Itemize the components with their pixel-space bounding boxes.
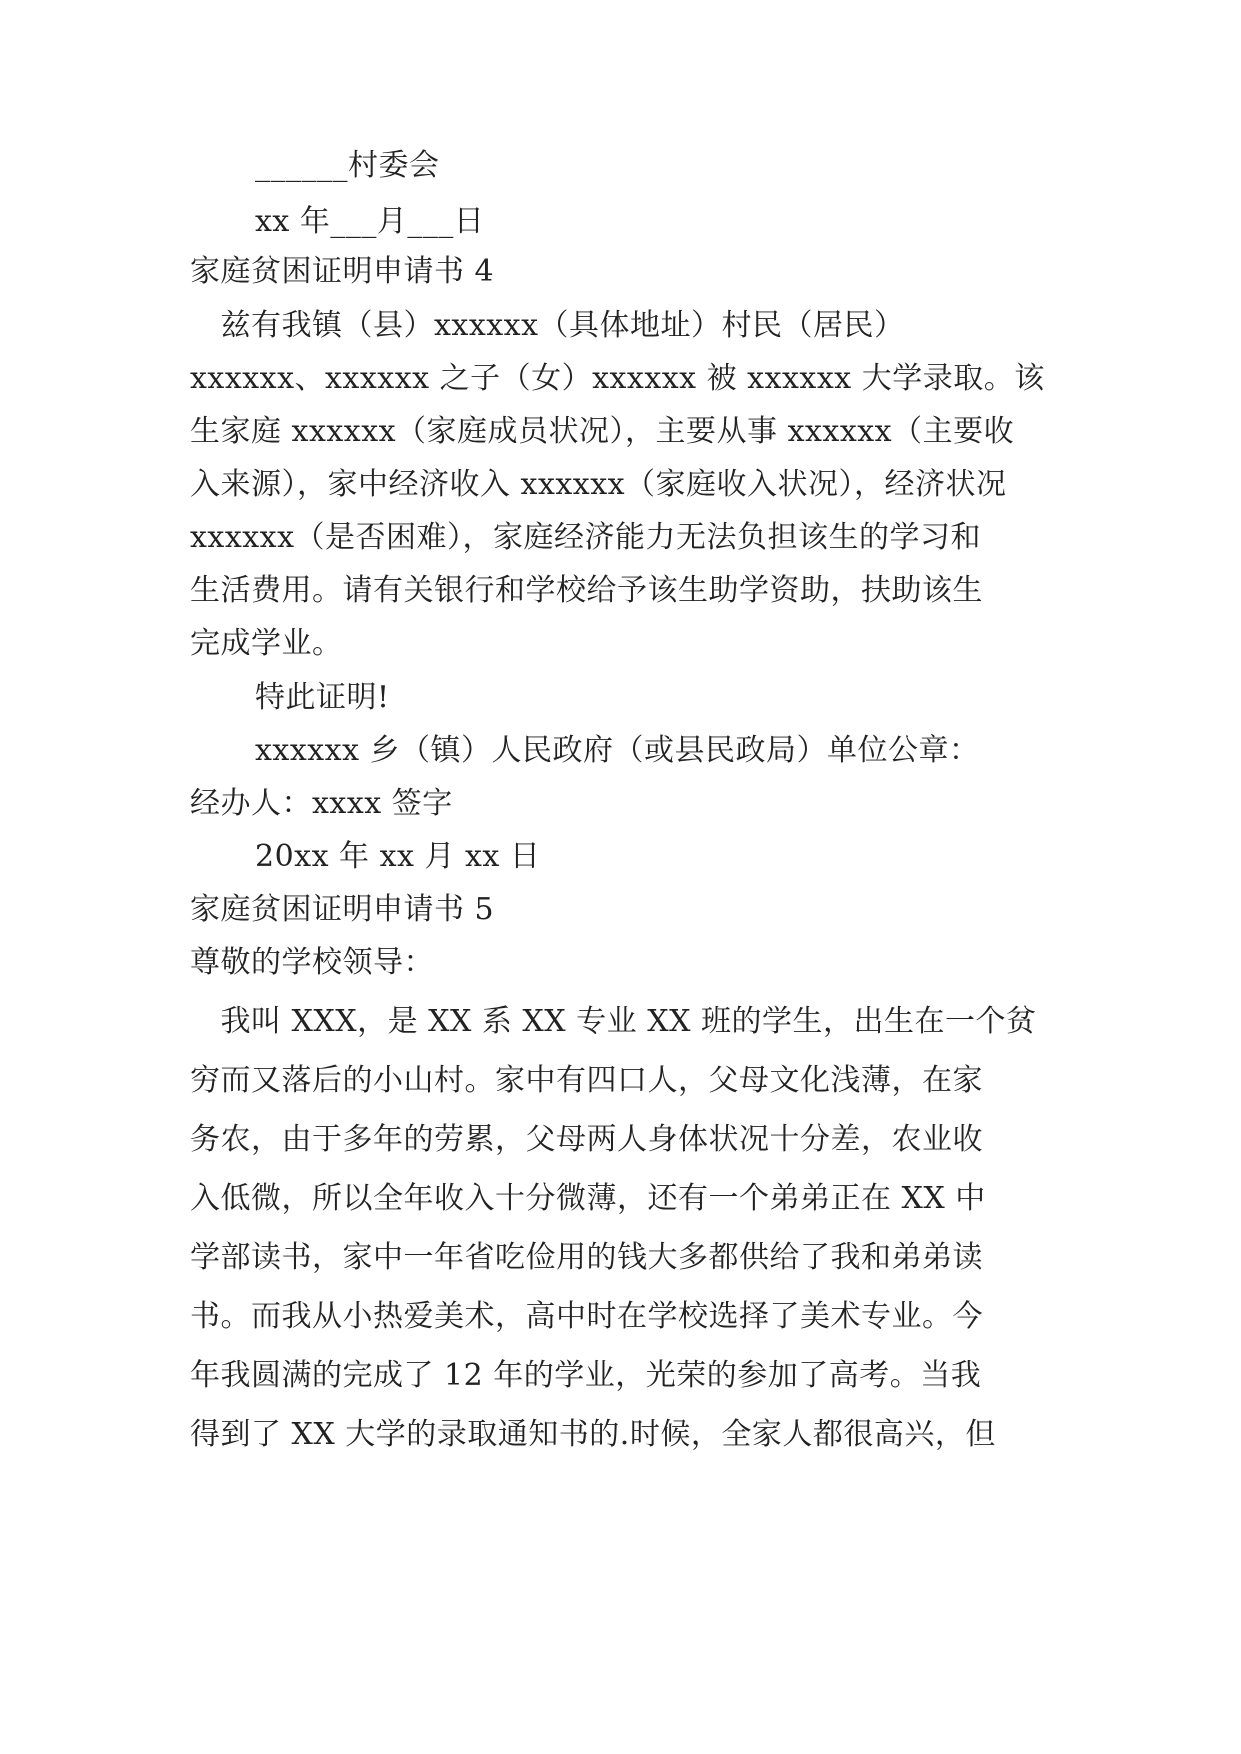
paragraph-line: xxxxxx、xxxxxx 之子（女）xxxxxx 被 xxxxxx 大学录取。该: [190, 361, 1045, 396]
paragraph-line: 务农，由于多年的劳累，父母两人身体状况十分差，农业收: [190, 1122, 983, 1157]
paragraph-line: 学部读书，家中一年省吃俭用的钱大多都供给了我和弟弟读: [190, 1240, 983, 1275]
paragraph-line: 穷而又落后的小山村。家中有四口人，父母文化浅薄，在家: [190, 1063, 983, 1098]
date-filled: 20xx 年 xx 月 xx 日: [255, 839, 541, 874]
issuer-seal-line: xxxxxx 乡（镇）人民政府（或县民政局）单位公章：: [255, 733, 980, 768]
paragraph-line: 年我圆满的完成了 12 年的学业，光荣的参加了高考。当我: [190, 1358, 982, 1393]
date-blank: xx 年___月___日: [255, 204, 485, 239]
paragraph-line: 入来源），家中经济收入 xxxxxx（家庭收入状况），经济状况: [190, 467, 1007, 502]
paragraph-line: 得到了 XX 大学的录取通知书的.时候，全家人都很高兴，但: [190, 1417, 996, 1452]
paragraph-line: 我叫 XXX，是 XX 系 XX 专业 XX 班的学生，出生在一个贫: [190, 1004, 1037, 1039]
village-committee-signature: ______村委会: [255, 148, 440, 183]
heading-application-4: 家庭贫困证明申请书 4: [190, 254, 495, 289]
special-certify-text: 特此证明!: [255, 680, 390, 715]
heading-application-5: 家庭贫困证明申请书 5: [190, 892, 495, 927]
paragraph-line: 兹有我镇（县）xxxxxx（具体地址）村民（居民）: [190, 308, 905, 343]
paragraph-line: 生家庭 xxxxxx（家庭成员状况），主要从事 xxxxxx（主要收: [190, 414, 1015, 449]
paragraph-line: 入低微，所以全年收入十分微薄，还有一个弟弟正在 XX 中: [190, 1181, 986, 1216]
paragraph-line: 完成学业。: [190, 626, 343, 661]
paragraph-line: 书。而我从小热爱美术，高中时在学校选择了美术专业。今: [190, 1299, 983, 1334]
paragraph-line: 生活费用。请有关银行和学校给予该生助学资助，扶助该生: [190, 573, 983, 608]
handler-signature-line: 经办人：xxxx 签字: [190, 786, 453, 821]
paragraph-line: xxxxxx（是否困难），家庭经济能力无法负担该生的学习和: [190, 520, 982, 555]
salutation: 尊敬的学校领导：: [190, 945, 434, 980]
